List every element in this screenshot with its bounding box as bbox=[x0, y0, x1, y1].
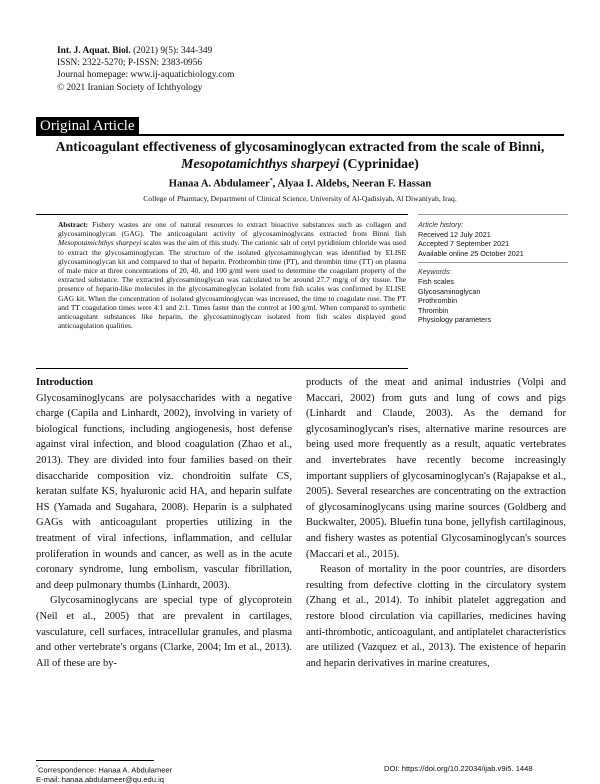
history-top-rule bbox=[418, 214, 568, 215]
online-date: Available online 25 October 2021 bbox=[418, 248, 524, 258]
keyword: Physiology parameters bbox=[418, 315, 492, 325]
abstract-top-rule bbox=[36, 214, 408, 215]
introduction-heading: Introduction bbox=[36, 377, 93, 388]
affiliation: College of Pharmacy, Department of Clinical Science, University of Al-Qadisiyah, Al Diwaniyah, Iraq. bbox=[143, 194, 457, 203]
keyword: Glycosaminoglycan bbox=[418, 286, 481, 296]
abstract: Abstract: Fishery wastes are one of natural resources to extract bioactive substances such as collagen and glycosaminoglycan (GAG). The anticoagulant activity of glycosaminoglycans extracted from Binni fish Mesopotamichthys sharpeyi scales was the aim of this study. The cationic salt of cetyl pyridinium chloride was used to extract the glycosaminoglycan. The structure of the isolated glycosaminoglycan was identified by ELISE glycosaminoglycan kit and compared to that of heparin. Prothrombin time (PT), and thrombin time (TT) on plasma of male mice at three concentrations of 20, 40, and 100 g/ml were used to determine the coagulant property of the extracted substance. The extracted glycosaminoglycan was calculated to be around 27.7 mg/g of dry tissue. The presence of heparin-like molecules in the glycosaminoglycan isolated from fish scales was confirmed by ELISE GAG kit. When the concentration of isolated glycosaminoglycan was increased, the time to coagulate rose. The PT and TT coagulation times were 4:1 and 2:1. Times faster than the control at 100 g/ml. When compared to synthetic anticoagulant substances like heparin, the glycosaminoglycan isolated from fish scales displayed good anticoagulation qualities. bbox=[58, 220, 406, 331]
corresponding-mark: * bbox=[269, 178, 273, 184]
author-list: Hanaa A. Abdulameer*, Alyaa I. Aldebs, Neeran F. Hassan bbox=[168, 178, 432, 190]
keywords-top-rule bbox=[418, 262, 568, 263]
doi-link[interactable]: DOI: https://doi.org/10.22034/ijab.v9i5. 1448 bbox=[384, 764, 533, 773]
correspondence-footnote: *Correspondence: Hanaa A. Abdulameer E-mail: hanaa.abdulameer@qu.edu.iq bbox=[36, 765, 173, 784]
article-history-label: Article history: bbox=[418, 220, 464, 229]
body-right-column bbox=[306, 375, 566, 671]
accepted-date: Accepted 7 September 2021 bbox=[418, 239, 510, 249]
paragraph: products of the meat and animal industries (Volpi and Maccari, 2002) from guts and lung of cows and pigs (Linhardt and Claude, 2003). As the demand for glycosaminoglycan's rises, alternative marine resources are being used more frequently as a result, aquatic vertebrates and invertebrates have recently become increasingly important suppliers of glycosaminoglycan's (Rajapakse et al., 2005). Several researches are concentrating on the extraction of glycosaminoglycans using marine sources (Goldberg and Buckwalter, 2005). Bluefin tuna bone, jellyfish cartilaginous, and fishery wastes as potential Glycosaminoglycan's sources (Maccari et al., 2015). bbox=[306, 377, 566, 560]
journal-copyright: © 2021 Iranian Society of Ichthyology bbox=[57, 82, 203, 93]
footnote-rule bbox=[36, 760, 154, 761]
received-date: Received 12 July 2021 bbox=[418, 229, 491, 239]
paragraph: Glycosaminoglycans are special type of glycoprotein (Neil et al., 2005) that are prevalent in cartilages, vasculature, cell surfaces, intracellular granules, and plasma and other vertebrate's organs (Clarke, 2004; Im et al., 2013). All of these are by- bbox=[36, 595, 292, 669]
paragraph: Reason of mortality in the poor countries, are disorders resulting from defective clotting in the circulatory system (Zhang et al., 2014). To inhibit platelet aggregation and restore blood circulation via capillaries, medicines having anti-thrombotic, anticoagulant, and antiplatelet characteristics are utilized (Vazquez et al., 2013). The existence of heparin and heparin derivatives in marine creatures, bbox=[306, 564, 566, 669]
body-left-column bbox=[36, 375, 292, 671]
keyword: Thrombin bbox=[418, 305, 449, 315]
email-link[interactable]: E-mail: hanaa.abdulameer@qu.edu.iq bbox=[36, 774, 165, 784]
article-type-banner: Original Article bbox=[36, 117, 139, 135]
keywords-label: Keywords: bbox=[418, 267, 452, 277]
article-info bbox=[418, 220, 568, 325]
journal-homepage-link[interactable]: Journal homepage: www.ij-aquaticbiology.com bbox=[57, 70, 235, 81]
journal-issn: ISSN: 2322-5270; P-ISSN: 2383-0956 bbox=[57, 58, 203, 69]
journal-header bbox=[57, 45, 234, 94]
keyword: Prothrombin bbox=[418, 296, 458, 306]
paragraph: Glycosaminoglycans are polysaccharides with a negative charge (Capila and Linhardt, 2002), involving in variety of biological functions, including angiogenesis, host defense against viral infection, and blood coagulation (Zhao et al., 2013). They are divided into four families based on their disaccharide composition viz. chondroitin sulfate CS, keratan sulfate KS, hyaluronic acid HA, and heparin sulfate HS (Yamada and Sugahara, 2008). Heparin is a sulphated GAGs with anticoagulant properties utilizing in the treatment of viral infections, inflammation, and cellular proliferation in wounds and cancer, as well as in the acute coronary syndrome, lung embolism, vascular fibrillation, and deep pulmonary thumbs (Linhardt, 2003). bbox=[36, 392, 292, 591]
article-title: Anticoagulant effectiveness of glycosaminoglycan extracted from the scale of Binni, Mesopotamichthys sharpeyi (Cyprinidae) bbox=[55, 139, 545, 171]
banner-rule bbox=[36, 134, 564, 136]
keyword: Fish scales bbox=[418, 276, 454, 286]
journal-citation: Int. J. Aquat. Biol. (2021) 9(5): 344-349 bbox=[57, 46, 213, 56]
abstract-bottom-rule bbox=[36, 368, 408, 369]
title-species: Mesopotamichthys sharpeyi bbox=[181, 156, 340, 171]
abstract-label: Abstract: bbox=[58, 220, 89, 229]
